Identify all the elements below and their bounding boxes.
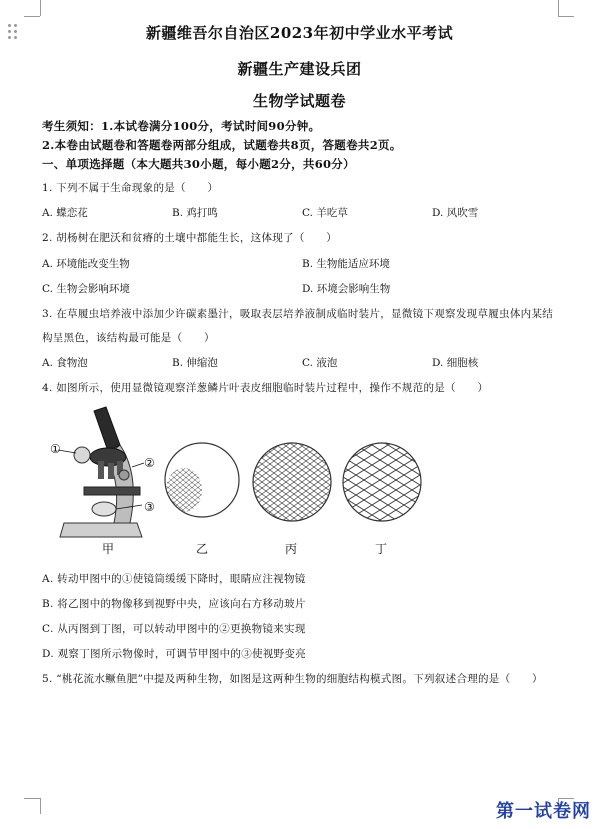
microscope-figure bbox=[42, 405, 172, 545]
question-2-option-d: D. 环境会影响生物 bbox=[302, 283, 391, 295]
question-2-option-a: A. 环境能改变生物 bbox=[42, 258, 130, 270]
question-3-option-a: A. 食物泡 bbox=[42, 357, 88, 369]
question-5-stem: 5. “桃花流水鳜鱼肥”中提及两种生物，如图是这两种生物的细胞结构模式图。下列叙述合理的是（ ） bbox=[42, 673, 543, 685]
field-of-view-yi bbox=[162, 440, 242, 520]
question-1-stem: 1. 下列不属于生命现象的是（ ） bbox=[42, 182, 219, 194]
question-4-option-a: A. 转动甲图中的①使镜筒缓缓下降时，眼睛应注视物镜 bbox=[42, 573, 306, 585]
notice-line-1: 考生须知：1.本试卷满分100分，考试时间90分钟。 bbox=[42, 119, 321, 133]
exam-title: 新疆维吾尔自治区2023年初中学业水平考试 bbox=[145, 24, 454, 42]
question-1-option-b: B. 鸡打鸣 bbox=[172, 207, 218, 219]
crop-mark-tr-h bbox=[558, 16, 574, 17]
question-4-stem: 4. 如图所示，使用显微镜观察洋葱鳞片叶表皮细胞临时装片过程中，操作不规范的是（ ） bbox=[42, 382, 489, 394]
section-heading: 一、单项选择题（本大题共30小题，每小题2分，共60分） bbox=[42, 157, 355, 171]
question-2-stem: 2. 胡杨树在肥沃和贫瘠的土壤中都能生长，这体现了（ ） bbox=[42, 232, 338, 244]
question-4-option-d: D. 观察丁图所示物像时，可调节甲图中的③使视野变亮 bbox=[42, 648, 307, 660]
watermark-logo: 第一试卷网 bbox=[496, 801, 591, 822]
exam-subtitle: 新疆生产建设兵团 bbox=[237, 60, 362, 78]
question-1-option-a: A. 蝶恋花 bbox=[42, 207, 88, 219]
callout-3: ③ bbox=[144, 500, 155, 514]
question-3-stem: 3. 在草履虫培养液中添加少许碳素墨汁，吸取表层培养液制成临时装片，显微镜下观察发现草履虫体内某结 bbox=[42, 308, 554, 320]
question-4-option-c: C. 从丙图到丁图，可以转动甲图中的②更换物镜来实现 bbox=[42, 623, 306, 635]
field-of-view-bing bbox=[250, 440, 334, 524]
callout-1: ① bbox=[50, 442, 61, 456]
callout-2: ② bbox=[144, 456, 155, 470]
figure-label-jia: 甲 bbox=[102, 542, 115, 556]
crop-mark-bl-h bbox=[24, 798, 40, 799]
question-3-option-c: C. 液泡 bbox=[302, 357, 338, 369]
crop-mark-tl-v bbox=[40, 0, 41, 16]
question-3-option-b: B. 伸缩泡 bbox=[172, 357, 218, 369]
question-4-option-b: B. 将乙图中的物像移到视野中央，应该向右方移动玻片 bbox=[42, 598, 306, 610]
question-1-option-d: D. 风吹雪 bbox=[432, 207, 479, 219]
question-2-option-b: B. 生物能适应环境 bbox=[302, 258, 390, 270]
question-1-option-c: C. 羊吃草 bbox=[302, 207, 348, 219]
notice-line-2: 2.本卷由试题卷和答题卷两部分组成，试题卷共8页，答题卷共2页。 bbox=[42, 138, 402, 152]
crop-mark-tr-v bbox=[558, 0, 559, 16]
field-of-view-ding bbox=[340, 440, 424, 524]
question-3-option-d: D. 细胞核 bbox=[432, 357, 479, 369]
figure-label-yi: 乙 bbox=[196, 542, 209, 556]
crop-mark-bl-v bbox=[40, 798, 41, 814]
figure-label-bing: 丙 bbox=[285, 542, 298, 556]
figure-label-ding: 丁 bbox=[375, 542, 388, 556]
crop-mark-tl-h bbox=[24, 16, 40, 17]
paper-title: 生物学试题卷 bbox=[252, 92, 346, 110]
question-2-option-c: C. 生物会影响环境 bbox=[42, 283, 130, 295]
question-3-stem-continued: 构呈黑色，该结构最可能是（ ） bbox=[42, 332, 215, 344]
